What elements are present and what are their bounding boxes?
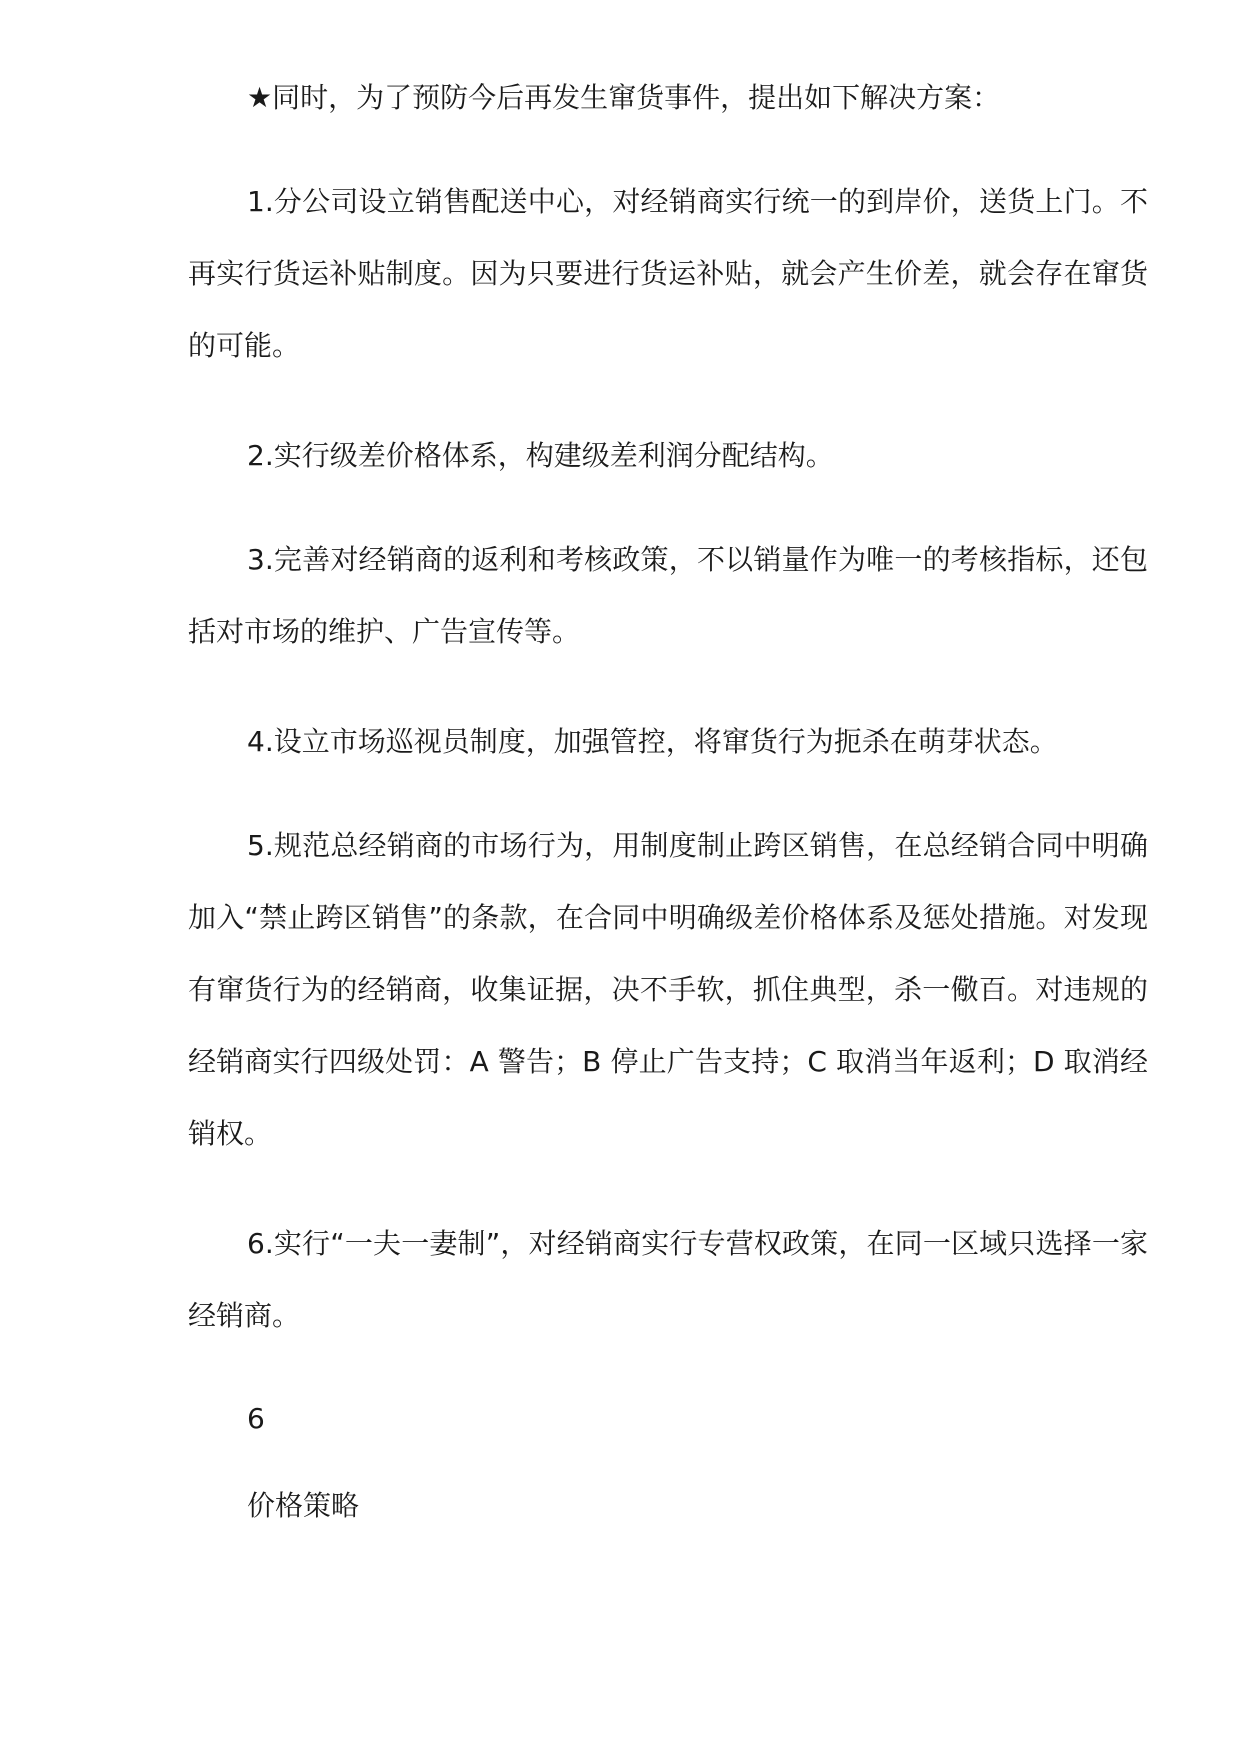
section-title: 价格策略 bbox=[247, 1489, 360, 1522]
page-number: 6 bbox=[247, 1402, 265, 1435]
solution-item-5: 5.规范总经销商的市场行为，用制度制止跨区销售，在总经销合同中明确加入“禁止跨区销售”的条款，在合同中明确级差价格体系及惩处措施。对发现有窜货行为的经销商，收集证据，决不手软，抓住典型，杀一儆百。对违规的经销商实行四级处罚：A 警告；B 停止广告支持；C 取消当年返利；D 取消经销权。 bbox=[188, 829, 1148, 1150]
solution-item-6: 6.实行“一夫一妻制”，对经销商实行专营权政策，在同一区域只选择一家经销商。 bbox=[188, 1227, 1148, 1332]
solution-item-2: 2.实行级差价格体系，构建级差利润分配结构。 bbox=[247, 439, 834, 472]
solution-item-3: 3.完善对经销商的返利和考核政策，不以销量作为唯一的考核指标，还包括对市场的维护、广告宣传等。 bbox=[188, 543, 1148, 648]
solution-item-4: 4.设立市场巡视员制度，加强管控，将窜货行为扼杀在萌芽状态。 bbox=[247, 725, 1058, 758]
solution-item-1: 1.分公司设立销售配送中心，对经销商实行统一的到岸价，送货上门。不再实行货运补贴制度。因为只要进行货运补贴，就会产生价差，就会存在窜货的可能。 bbox=[188, 185, 1148, 362]
intro-paragraph: ★同时，为了预防今后再发生窜货事件，提出如下解决方案： bbox=[247, 81, 1001, 114]
